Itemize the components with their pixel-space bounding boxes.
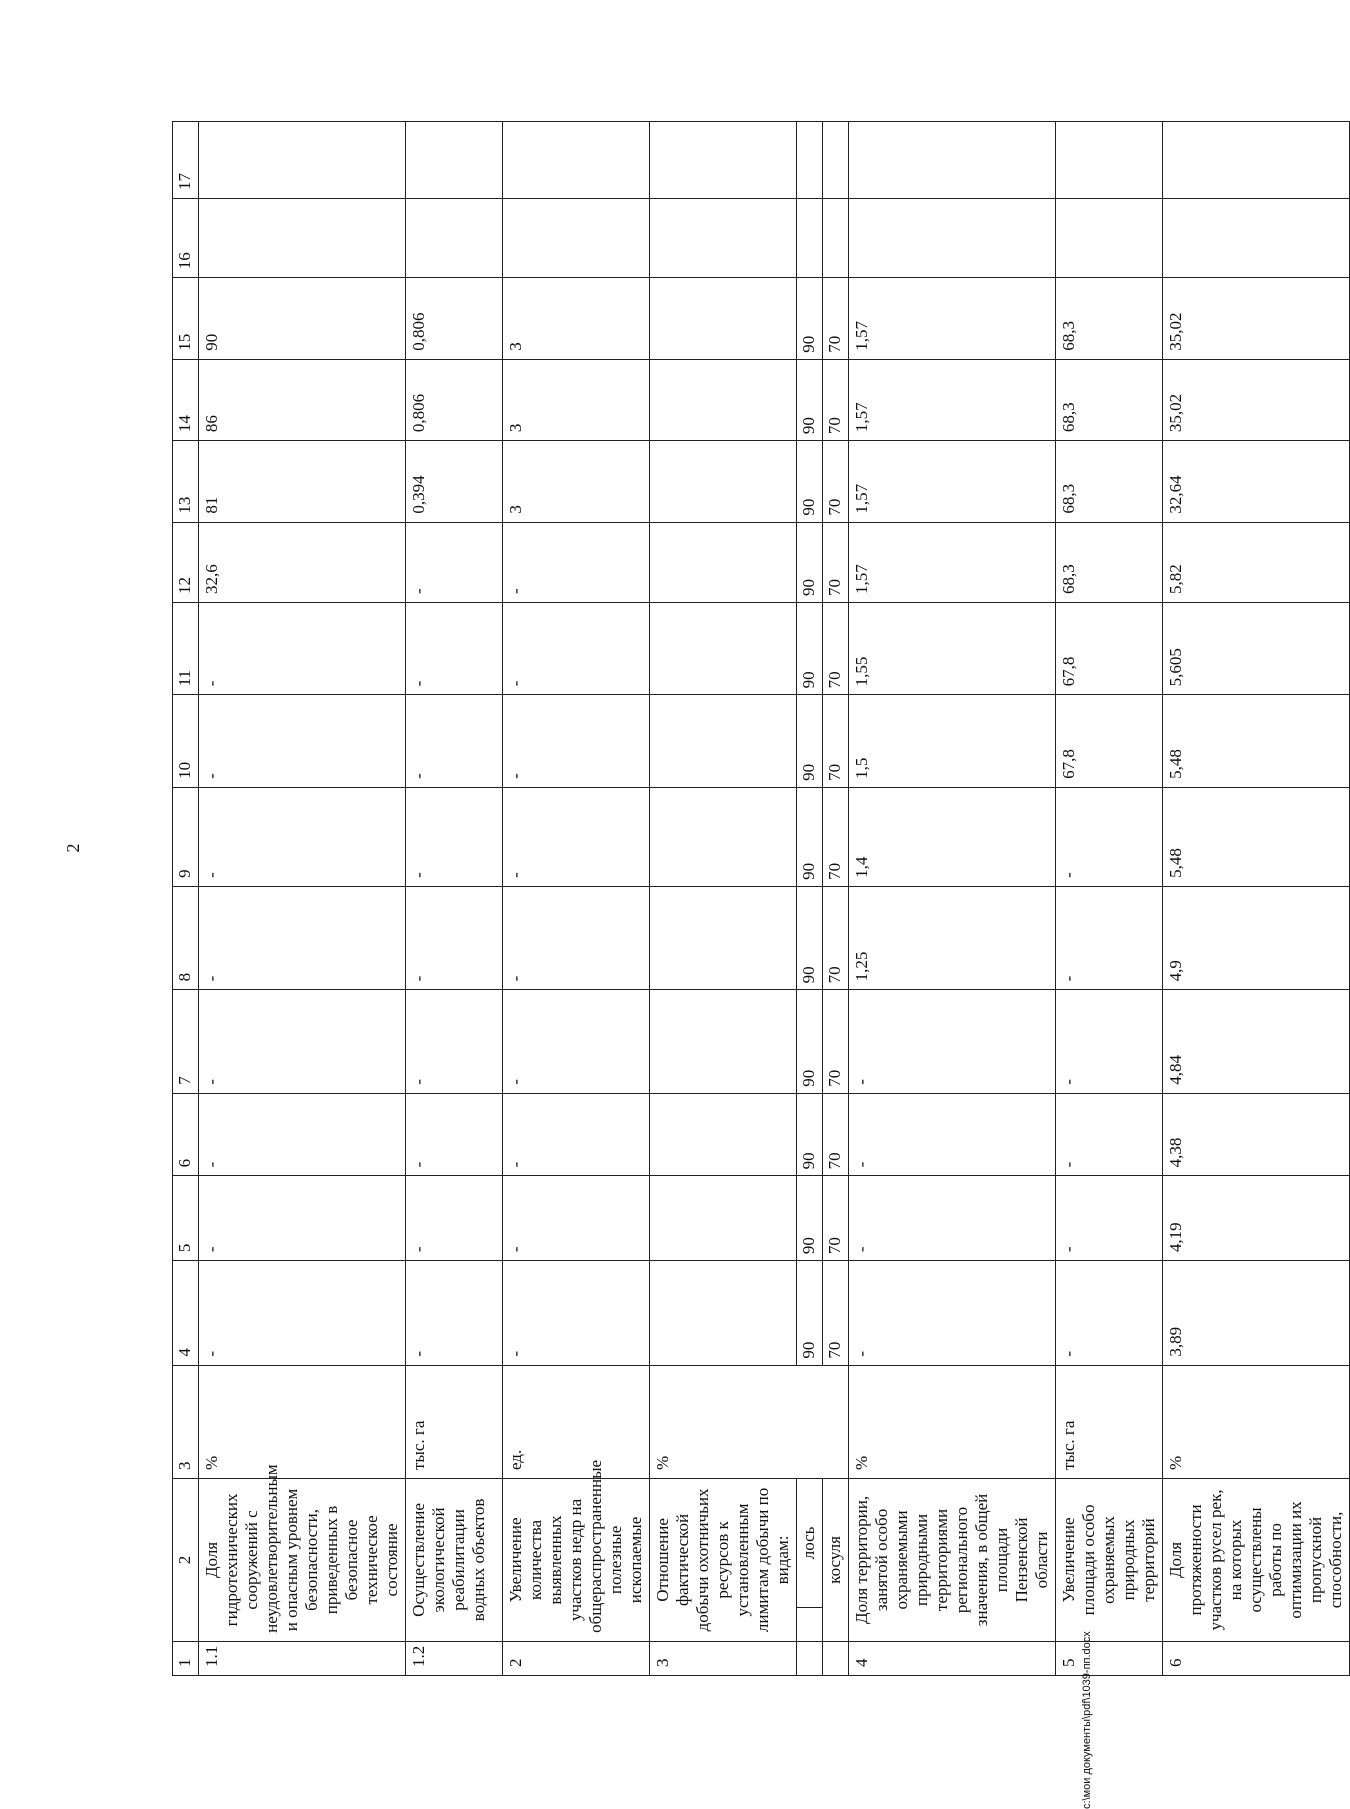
value-cell	[650, 441, 797, 522]
header-cell: 15	[173, 278, 199, 359]
value-cell: 1,4	[849, 787, 1056, 886]
row-number: 6	[1163, 1641, 1350, 1675]
header-cell: 14	[173, 359, 199, 440]
unit-cell: тыс. га	[1056, 1365, 1163, 1478]
header-cell: 13	[173, 441, 199, 522]
value-cell	[1056, 199, 1163, 278]
rotated-table-container	[172, 46, 1345, 1676]
value-cell: -	[503, 1261, 650, 1366]
value-cell: 68,3	[1056, 522, 1163, 602]
value-cell: -	[503, 990, 650, 1093]
value-cell: 70	[823, 886, 849, 989]
row-number: 1.2	[406, 1641, 503, 1675]
value-cell	[650, 990, 797, 1093]
unit-cell: %	[1163, 1365, 1350, 1478]
header-cell: 7	[173, 990, 199, 1093]
indicator-subname: косуля	[823, 1479, 849, 1642]
value-cell: 70	[823, 602, 849, 694]
value-cell	[650, 522, 797, 602]
indicators-table	[172, 46, 1350, 1676]
value-cell	[406, 122, 503, 199]
value-cell: -	[503, 695, 650, 787]
value-cell: 86	[199, 359, 406, 440]
value-cell: 90	[797, 1093, 823, 1176]
value-cell: 35,02	[1163, 278, 1350, 359]
value-cell: -	[199, 695, 406, 787]
value-cell: -	[199, 990, 406, 1093]
value-cell: -	[406, 1176, 503, 1261]
unit-cell: %	[849, 1365, 1056, 1478]
value-cell: 3	[503, 359, 650, 440]
unit-cell: %	[650, 1365, 849, 1478]
value-cell: 5,82	[1163, 522, 1350, 602]
value-cell: 70	[823, 278, 849, 359]
value-cell	[823, 199, 849, 278]
header-cell: 1	[173, 1641, 199, 1675]
indicator-name: Осуществление экологической реабилитации водных объектов	[406, 1479, 503, 1642]
value-cell	[650, 199, 797, 278]
value-cell: 0,806	[406, 359, 503, 440]
header-cell: 17	[173, 122, 199, 199]
value-cell: -	[849, 990, 1056, 1093]
header-cell: 2	[173, 1479, 199, 1642]
value-cell: 67,8	[1056, 602, 1163, 694]
value-cell	[797, 122, 823, 199]
value-cell	[650, 886, 797, 989]
value-cell: -	[406, 787, 503, 886]
value-cell: -	[406, 522, 503, 602]
value-cell: 70	[823, 359, 849, 440]
row-number	[797, 1641, 823, 1675]
value-cell: -	[199, 886, 406, 989]
row-number: 4	[849, 1641, 1056, 1675]
value-cell: 90	[797, 359, 823, 440]
value-cell: 5,48	[1163, 695, 1350, 787]
table-row	[199, 47, 406, 1676]
value-cell	[823, 122, 849, 199]
value-cell: 1,57	[849, 522, 1056, 602]
value-cell	[650, 122, 797, 199]
value-cell: -	[849, 1261, 1056, 1366]
value-cell: 1,57	[849, 359, 1056, 440]
table-row	[503, 47, 650, 1676]
row-number: 5	[1056, 1641, 1163, 1675]
value-cell: 67,8	[1056, 695, 1163, 787]
value-cell: -	[199, 602, 406, 694]
subrow-spacer	[797, 1607, 823, 1641]
header-cell: 5	[173, 1176, 199, 1261]
indicator-subname: лось	[797, 1479, 823, 1608]
header-cell: 11	[173, 602, 199, 694]
indicator-name: Увеличение площади особо охраняемых природных территорий	[1056, 1479, 1163, 1642]
value-cell: 1,25	[849, 886, 1056, 989]
value-cell	[503, 122, 650, 199]
value-cell: -	[503, 787, 650, 886]
indicator-name: Доля территории, занятой особо охраняемыми природными территориями регионального значения, в общей площади Пензенской области	[849, 1479, 1056, 1642]
value-cell: -	[503, 886, 650, 989]
value-cell: -	[849, 1176, 1056, 1261]
value-cell	[849, 199, 1056, 278]
header-cell: 12	[173, 522, 199, 602]
value-cell: 68,3	[1056, 441, 1163, 522]
value-cell: 4,19	[1163, 1176, 1350, 1261]
value-cell: -	[1056, 886, 1163, 989]
value-cell: 90	[797, 990, 823, 1093]
value-cell: 70	[823, 1176, 849, 1261]
value-cell: 70	[823, 441, 849, 522]
value-cell: -	[406, 1261, 503, 1366]
value-cell: -	[406, 886, 503, 989]
value-cell: -	[406, 1093, 503, 1176]
value-cell: 1,55	[849, 602, 1056, 694]
table-row	[849, 47, 1056, 1676]
value-cell: 68,3	[1056, 278, 1163, 359]
value-cell	[199, 199, 406, 278]
value-cell: -	[199, 1176, 406, 1261]
value-cell: 90	[797, 695, 823, 787]
value-cell	[650, 1093, 797, 1176]
value-cell	[406, 199, 503, 278]
value-cell: -	[199, 1261, 406, 1366]
value-cell: 90	[797, 1261, 823, 1366]
value-cell: 4,9	[1163, 886, 1350, 989]
value-cell: -	[199, 787, 406, 886]
header-cell: 8	[173, 886, 199, 989]
value-cell	[650, 278, 797, 359]
value-cell: 70	[823, 990, 849, 1093]
row-number: 2	[503, 1641, 650, 1675]
value-cell	[650, 359, 797, 440]
value-cell: 81	[199, 441, 406, 522]
value-cell: -	[1056, 1093, 1163, 1176]
value-cell: 3	[503, 278, 650, 359]
indicator-name: Отношение фактической добычи охотничьих ресурсов к установленным лимитам добычи по видам:	[650, 1479, 797, 1642]
unit-cell: ед.	[503, 1365, 650, 1478]
value-cell: -	[503, 602, 650, 694]
table-row	[650, 47, 797, 1676]
value-cell: -	[503, 1093, 650, 1176]
table-row	[1056, 47, 1163, 1676]
value-cell: 90	[797, 1176, 823, 1261]
value-cell: 90	[199, 278, 406, 359]
value-cell: 70	[823, 695, 849, 787]
row-number: 3	[650, 1641, 797, 1675]
page-number: 2	[63, 843, 83, 853]
unit-cell: %	[199, 1365, 406, 1478]
value-cell: 90	[797, 522, 823, 602]
value-cell: 4,84	[1163, 990, 1350, 1093]
value-cell: -	[406, 990, 503, 1093]
value-cell: -	[1056, 1176, 1163, 1261]
value-cell	[1056, 122, 1163, 199]
row-number: 1.1	[199, 1641, 406, 1675]
value-cell: 5,605	[1163, 602, 1350, 694]
indicator-name: Доля протяженности участков русел рек, на которых осуществлены работы по оптимизации их пропускной способности,	[1163, 1479, 1350, 1642]
indicator-name: Доля гидротехнических сооружений с неудовлетворительным и опасным уровнем безопасности, приведенных в безопасное техническое состояние	[199, 1479, 406, 1642]
row-number	[823, 1641, 849, 1675]
header-cell: 3	[173, 1365, 199, 1478]
value-cell	[849, 122, 1056, 199]
value-cell: 70	[823, 787, 849, 886]
unit-cell: тыс. га	[406, 1365, 503, 1478]
value-cell: 90	[797, 278, 823, 359]
value-cell	[199, 122, 406, 199]
value-cell: 70	[823, 1093, 849, 1176]
value-cell	[650, 1176, 797, 1261]
table-row	[1163, 47, 1350, 1676]
table-header-row	[173, 47, 199, 1676]
value-cell	[1163, 199, 1350, 278]
value-cell	[797, 199, 823, 278]
value-cell: 1,57	[849, 441, 1056, 522]
value-cell: -	[849, 1093, 1056, 1176]
value-cell: -	[199, 1093, 406, 1176]
value-cell: 90	[797, 441, 823, 522]
value-cell: 32,64	[1163, 441, 1350, 522]
value-cell: -	[1056, 787, 1163, 886]
header-cell: 16	[173, 199, 199, 278]
value-cell: 4,38	[1163, 1093, 1350, 1176]
value-cell: 90	[797, 602, 823, 694]
value-cell: -	[503, 1176, 650, 1261]
value-cell	[650, 695, 797, 787]
value-cell: -	[503, 522, 650, 602]
header-cell: 10	[173, 695, 199, 787]
value-cell: 1,57	[849, 278, 1056, 359]
value-cell: 70	[823, 522, 849, 602]
value-cell: -	[1056, 990, 1163, 1093]
value-cell: 32,6	[199, 522, 406, 602]
value-cell: 35,02	[1163, 359, 1350, 440]
table-row	[406, 47, 503, 1676]
value-cell: -	[406, 602, 503, 694]
value-cell: -	[406, 695, 503, 787]
value-cell: 90	[797, 787, 823, 886]
header-cell: 9	[173, 787, 199, 886]
header-cell: 4	[173, 1261, 199, 1366]
value-cell: 0,394	[406, 441, 503, 522]
value-cell: 3,89	[1163, 1261, 1350, 1366]
value-cell	[650, 602, 797, 694]
footer-file-path: c:\мои документы\pdf\1039-пп.docx	[1081, 1631, 1093, 1809]
value-cell	[1163, 122, 1350, 199]
value-cell: 68,3	[1056, 359, 1163, 440]
value-cell	[650, 1261, 797, 1366]
value-cell: -	[1056, 1261, 1163, 1366]
value-cell: 5,48	[1163, 787, 1350, 886]
value-cell	[650, 787, 797, 886]
value-cell: 0,806	[406, 278, 503, 359]
value-cell	[503, 199, 650, 278]
value-cell: 3	[503, 441, 650, 522]
value-cell: 70	[823, 1261, 849, 1366]
indicator-name: Увеличение количества выявленных участков недр на общераспространенные полезные ископаемые	[503, 1479, 650, 1642]
value-cell: 1,5	[849, 695, 1056, 787]
header-cell: 6	[173, 1093, 199, 1176]
value-cell: 90	[797, 886, 823, 989]
